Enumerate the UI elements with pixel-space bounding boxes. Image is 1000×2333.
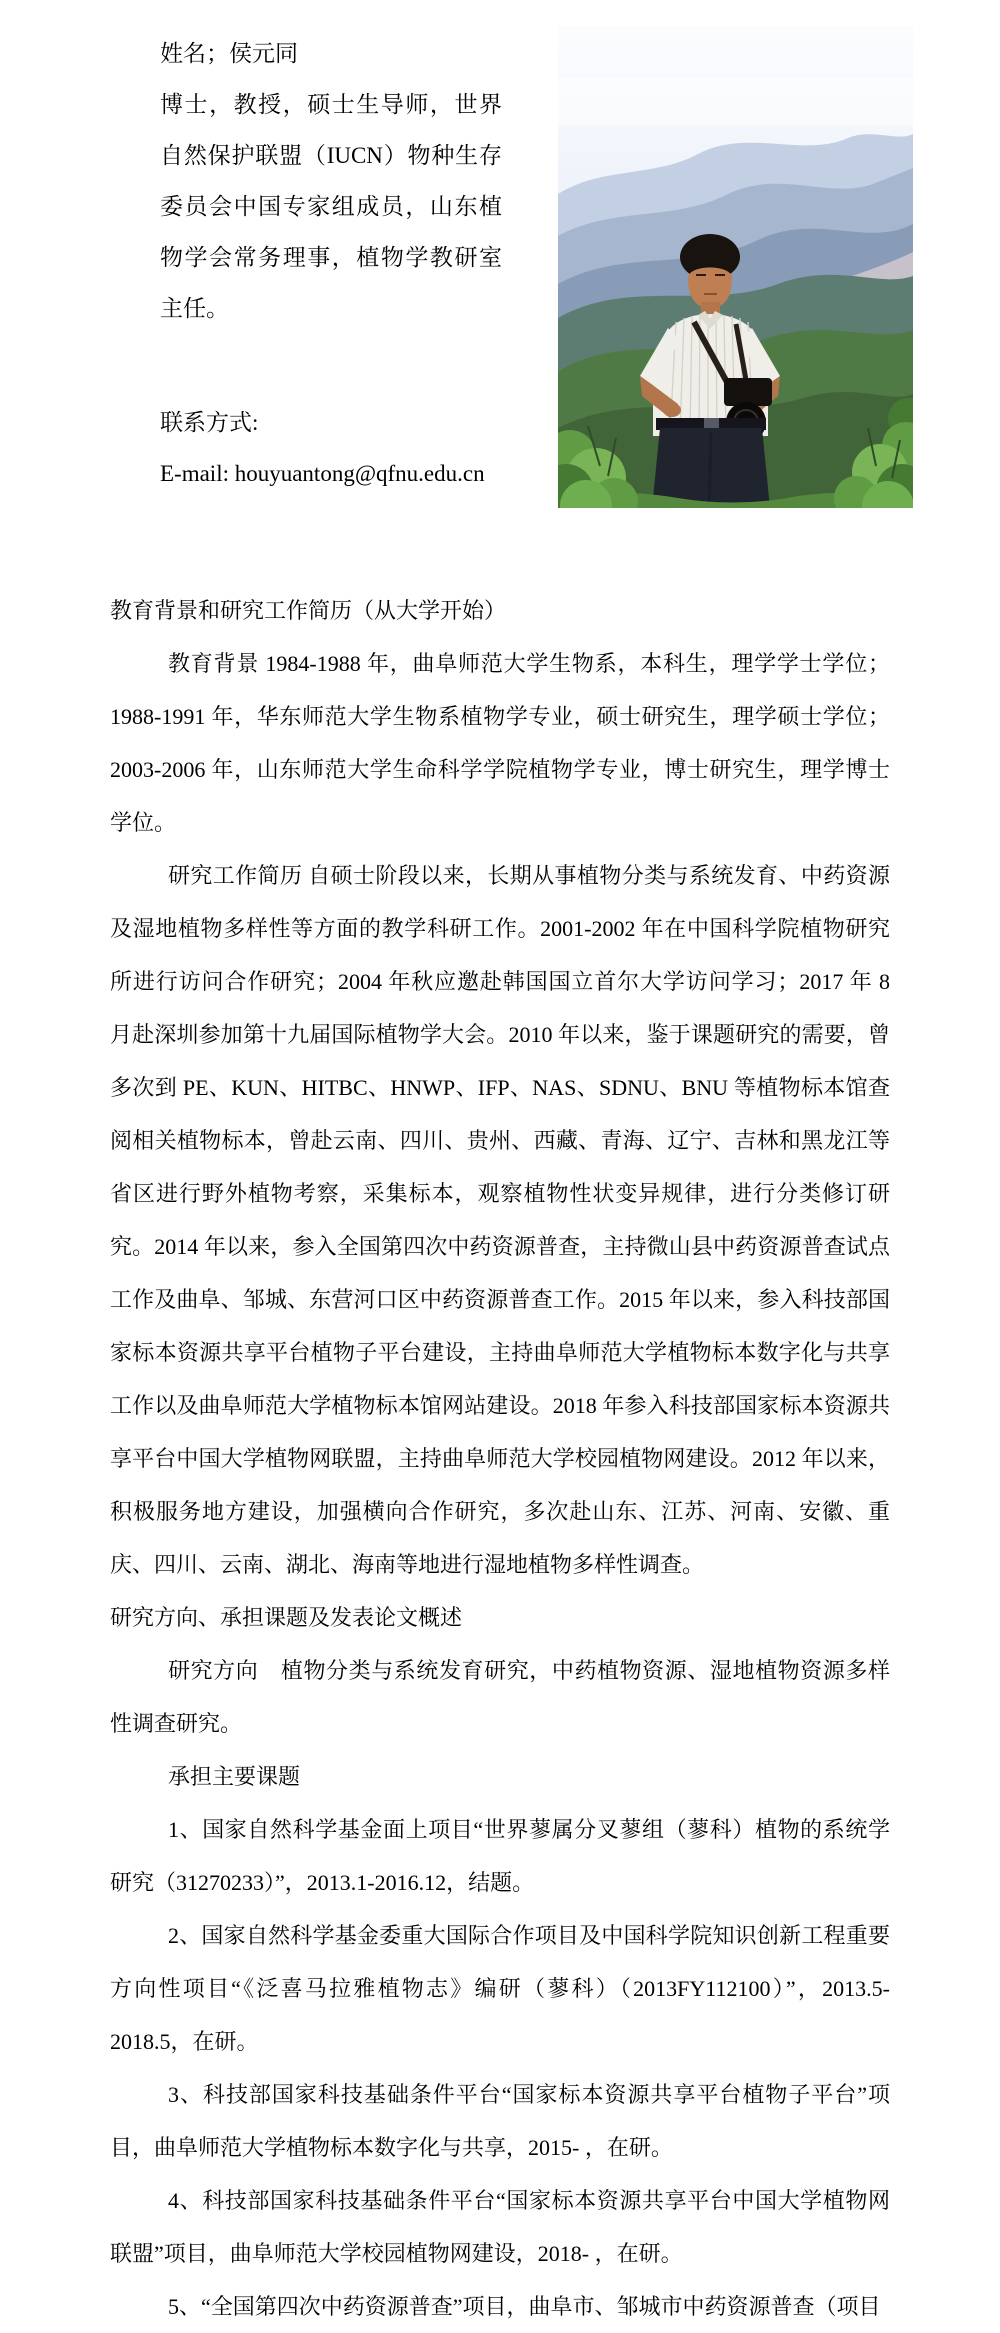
email-line: E-mail: houyuantong@qfnu.edu.cn — [160, 461, 485, 486]
paragraph-project-5: 5、“全国第四次中药资源普查”项目，曲阜市、邹城市中药资源普查（项目 — [168, 2294, 881, 2319]
paragraph-research-direction: 研究方向 植物分类与系统发育研究，中药植物资源、湿地植物资源多样性调查研究。 — [110, 1658, 890, 1736]
paragraph-project-1: 1、国家自然科学基金面上项目“世界蓼属分叉蓼组（蓼科）植物的系统学研究（31270233）”，2013.1-2016.12，结题。 — [110, 1817, 890, 1895]
document-body — [110, 584, 890, 2333]
name-line: 姓名；侯元同 — [160, 41, 298, 66]
paragraph-research-history: 研究工作简历 自硕士阶段以来，长期从事植物分类与系统发育、中药资源及湿地植物多样性等方面的教学科研工作。2001-2002 年在中国科学院植物研究所进行访问合作研究；2004 年秋应邀赴韩国国立首尔大学访问学习；2017 年 8 月赴深圳参加第十九届国际植物学大会。2010 年以来，鉴于课题研究的需要，曾多次到 PE、KUN、HITBC、HNWP、IFP、NAS、SDNU、BNU 等植物标本馆查阅相关植物标本，曾赴云南、四川、贵州、西藏、青海、辽宁、吉林和黑龙江等省区进行野外植物考察，采集标本，观察植物性状变异规律，进行分类修订研究。2014 年以来，参入全国第四次中药资源普查，主持微山县中药资源普查试点工作及曲阜、邹城、东营河口区中药资源普查工作。2015 年以来，参入科技部国家标本资源共享平台植物子平台建设，主持曲阜师范大学植物标本数字化与共享工作以及曲阜师范大学植物标本馆网站建设。2018 年参入科技部国家标本资源共享平台中国大学植物网联盟，主持曲阜师范大学校园植物网建设。2012 年以来，积极服务地方建设，加强横向合作研究，多次赴山东、江苏、河南、安徽、重庆、四川、云南、湖北、海南等地进行湿地植物多样性调查。 — [110, 863, 890, 1577]
paragraph-education-background: 教育背景 1984-1988 年，曲阜师范大学生物系，本科生，理学学士学位；1988-1991 年，华东师范大学生物系植物学专业，硕士研究生，理学硕士学位；2003-2006 年，山东师范大学生命科学学院植物学专业，博士研究生，理学博士学位。 — [110, 651, 890, 835]
section-heading-research-overview: 研究方向、承担课题及发表论文概述 — [110, 1605, 463, 1630]
section-heading-education: 教育背景和研究工作简历（从大学开始） — [110, 598, 507, 623]
contact-heading: 联系方式: — [160, 410, 259, 435]
paragraph-project-4: 4、科技部国家科技基础条件平台“国家标本资源共享平台中国大学植物网联盟”项目，曲阜师范大学校园植物网建设，2018- ，在研。 — [110, 2188, 890, 2266]
paragraph-projects-label: 承担主要课题 — [168, 1764, 301, 1789]
profile-photo-illustration — [558, 26, 913, 508]
bio-text: 博士，教授，硕士生导师，世界自然保护联盟（IUCN）物种生存委员会中国专家组成员，山东植物学会常务理事，植物学教研室主任。 — [160, 92, 502, 321]
paragraph-project-2: 2、国家自然科学基金委重大国际合作项目及中国科学院知识创新工程重要方向性项目“《泛喜马拉雅植物志》编研（蓼科）（2013FY112100）”，2013.5-2018.5，在研。 — [110, 1923, 890, 2054]
profile-intro — [160, 28, 502, 499]
paragraph-project-3: 3、科技部国家科技基础条件平台“国家标本资源共享平台植物子平台”项目，曲阜师范大学植物标本数字化与共享，2015- ，在研。 — [110, 2082, 890, 2160]
profile-photo — [558, 26, 913, 508]
